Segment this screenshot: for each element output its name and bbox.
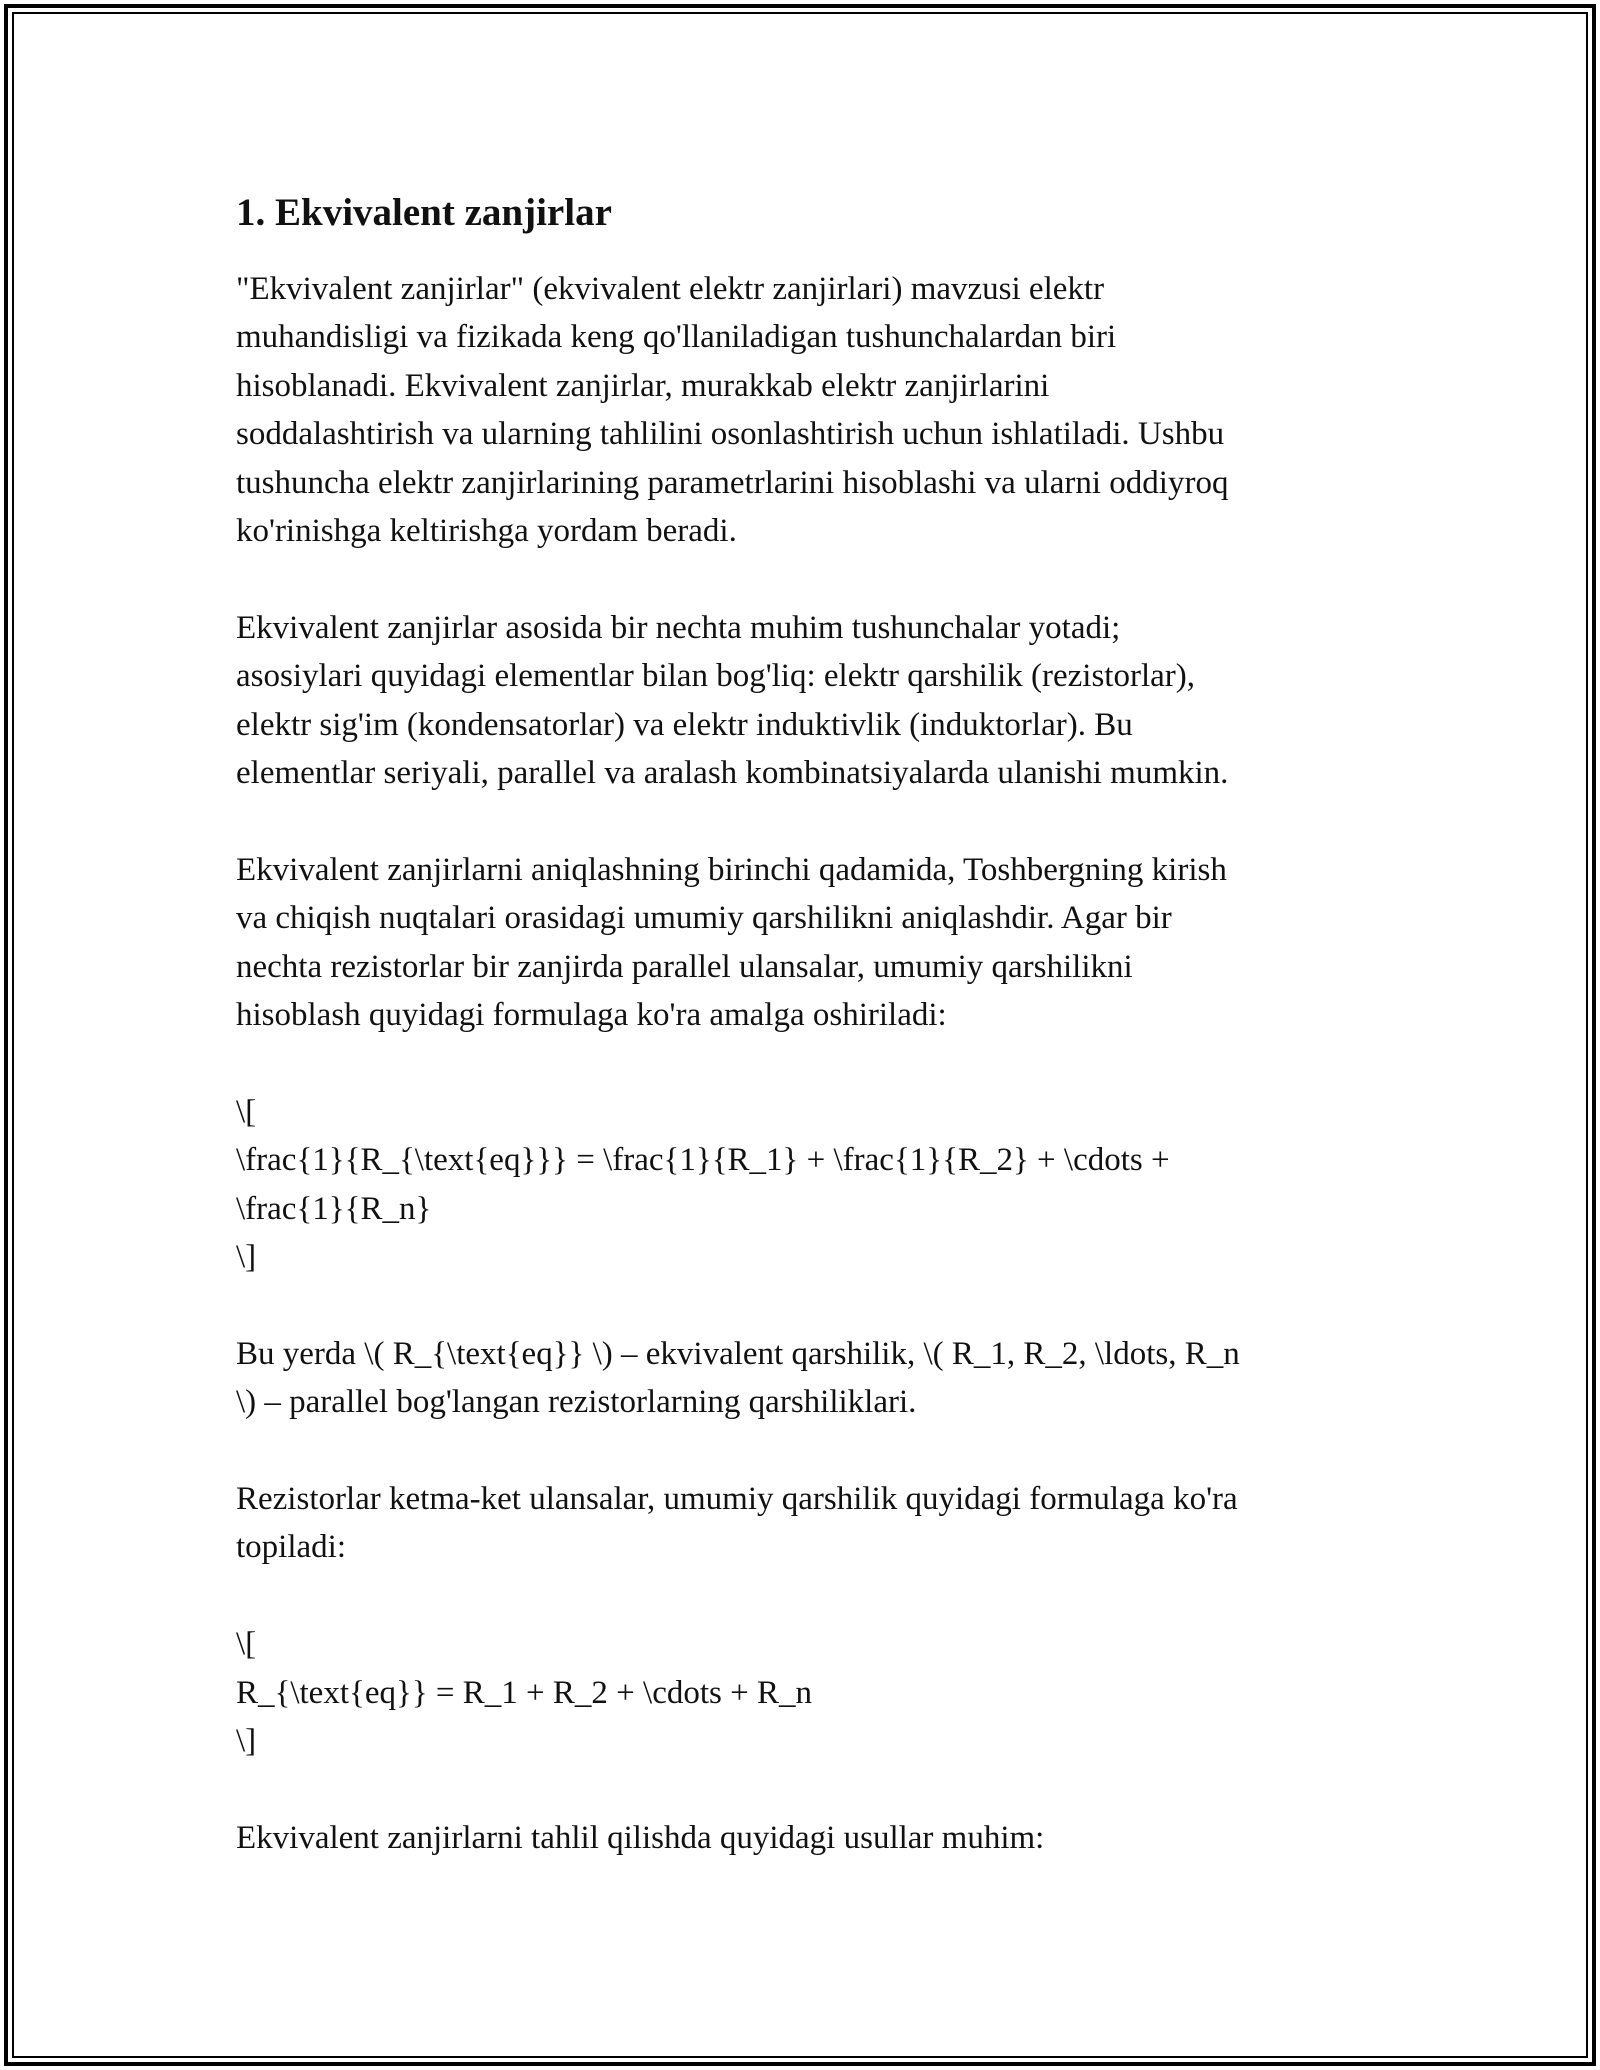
paragraph-parallel-intro: Ekvivalent zanjirlarni aniqlashning birinchi qadamida, Toshbergning kirish va chiqish nuqtalari orasidagi umumiy qarshilikni aniqlashdir. Agar bir nechta rezistorlar bir zanjirda parallel ulansalar, umumiy qarshilikni hisoblash quyidagi formulaga ko'ra amalga oshiriladi: [236, 851, 1227, 1034]
formula-parallel: \[ \frac{1}{R_{\text{eq}}} = \frac{1}{R_1} + \frac{1}{R_2} + \cdots + \frac{1}{R_n} \] [236, 1093, 1170, 1276]
document-body [236, 183, 1366, 1862]
paragraph-intro: "Ekvivalent zanjirlar" (ekvivalent elektr zanjirlari) mavzusi elektr muhandisligi va fizikada keng qo'llaniladigan tushunchalardan biri hisoblanadi. Ekvivalent zanjirlar, murakkab elektr zanjirlarini soddalashtirish va ularning tahlilini osonlashtirish uchun ishlatiladi. Ushbu tushuncha elektr zanjirlarining parametrlarini hisoblashi va ularni oddiyroq ko'rinishga keltirishga yordam beradi. [236, 271, 1229, 550]
section-heading: 1. Ekvivalent zanjirlar [236, 191, 612, 234]
paragraph-methods: Ekvivalent zanjirlarni tahlil qilishda quyidagi usullar muhim: [236, 1819, 1045, 1856]
paragraph-concepts: Ekvivalent zanjirlar asosida bir nechta muhim tushunchalar yotadi; asosiylari quyidagi elementlar bilan bog'liq: elektr qarshilik (rezistorlar), elektr sig'im (kondensatorlar) va elektr induktivlik (induktorlar). Bu elementlar seriyali, parallel va aralash kombinatsiyalarda ulanishi mumkin. [236, 609, 1229, 792]
paragraph-series-intro: Rezistorlar ketma-ket ulansalar, umumiy qarshilik quyidagi formulaga ko'ra topiladi: [236, 1481, 1238, 1566]
paragraph-parallel-explanation: Bu yerda \( R_{\text{eq}} \) – ekvivalent qarshilik, \( R_1, R_2, \ldots, R_n \) – parallel bog'langan rezistorlarning qarshiliklari. [236, 1335, 1240, 1421]
formula-series: \[ R_{\text{eq}} = R_1 + R_2 + \cdots + R_n \] [236, 1626, 812, 1760]
